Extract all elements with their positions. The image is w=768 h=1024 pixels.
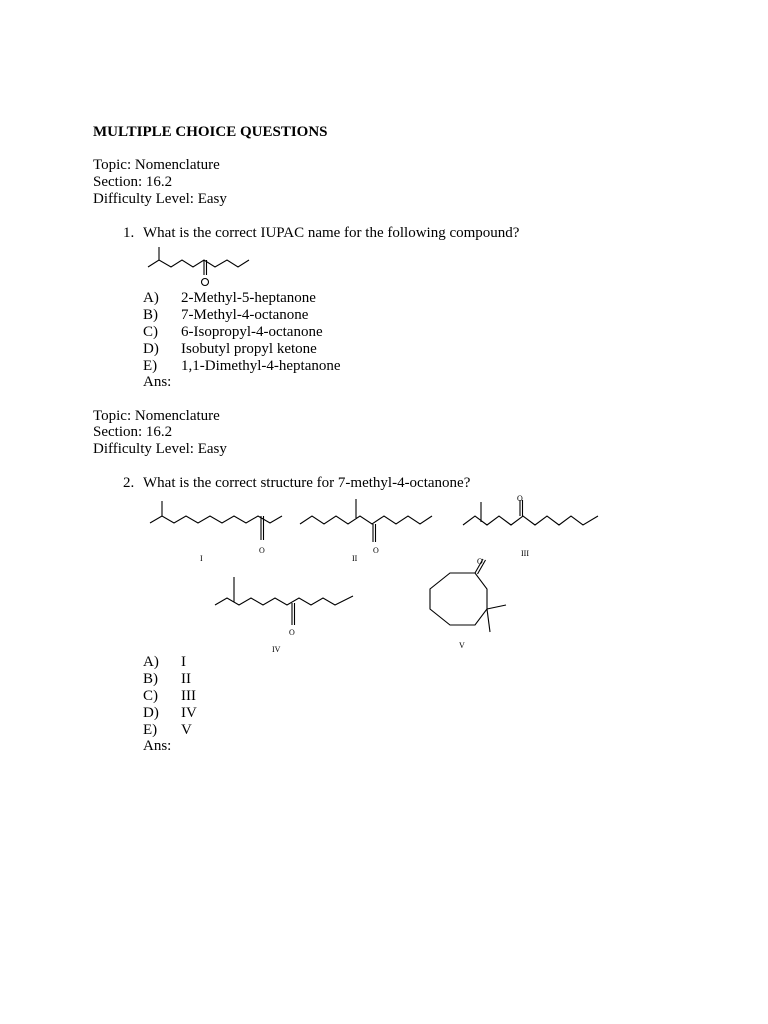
structure-i-oxygen: O <box>259 546 265 555</box>
q1-option-text-d: Isobutyl propyl ketone <box>181 341 317 357</box>
q1-text: What is the correct IUPAC name for the following compound? <box>143 225 520 241</box>
q1-section: Section: 16.2 <box>93 174 173 190</box>
q2-option-letter-d: D) <box>143 705 159 721</box>
q2-option-letter-c: C) <box>143 688 158 704</box>
q1-answer-label: Ans: <box>143 374 172 390</box>
q1-option-letter-b: B) <box>143 307 158 323</box>
q2-section: Section: 16.2 <box>93 424 173 440</box>
q2-option-letter-e: E) <box>143 722 158 738</box>
q2-option-text-e: V <box>181 722 192 738</box>
q1-option-text-b: 7-Methyl-4-octanone <box>181 307 309 323</box>
q1-number: 1. <box>123 225 135 241</box>
q1-option-letter-d: D) <box>143 341 159 357</box>
page-heading: MULTIPLE CHOICE QUESTIONS <box>93 124 328 140</box>
structure-ii <box>295 492 445 554</box>
q2-text: What is the correct structure for 7-methyl-4-octanone? <box>143 475 471 491</box>
q1-structure <box>140 243 280 293</box>
q1-option-text-c: 6-Isopropyl-4-octanone <box>181 324 323 340</box>
structure-ii-oxygen: O <box>373 546 379 555</box>
structure-ii-label: II <box>352 554 358 563</box>
q1-difficulty: Difficulty Level: Easy <box>93 191 227 207</box>
q2-option-letter-a: A) <box>143 654 159 670</box>
structure-v-oxygen: O <box>477 557 483 566</box>
q2-topic: Topic: Nomenclature <box>93 408 220 424</box>
structure-v-label: V <box>459 641 465 650</box>
structure-v <box>420 555 520 635</box>
q1-option-letter-c: C) <box>143 324 158 340</box>
structure-iii-label: III <box>521 549 529 558</box>
q2-number: 2. <box>123 475 135 491</box>
structure-i <box>140 496 290 558</box>
q1-topic: Topic: Nomenclature <box>93 157 220 173</box>
structure-iii-oxygen: O <box>517 494 523 503</box>
structure-iv <box>210 570 360 630</box>
structure-i-label: I <box>200 554 203 563</box>
q2-difficulty: Difficulty Level: Easy <box>93 441 227 457</box>
q2-option-text-d: IV <box>181 705 197 721</box>
q1-option-letter-e: E) <box>143 358 158 374</box>
structure-iv-oxygen: O <box>289 628 295 637</box>
q2-option-text-b: II <box>181 671 191 687</box>
structure-iii <box>460 496 610 536</box>
q2-option-text-a: I <box>181 654 186 670</box>
q1-option-letter-a: A) <box>143 290 159 306</box>
q2-option-text-c: III <box>181 688 196 704</box>
q1-option-text-a: 2-Methyl-5-heptanone <box>181 290 316 306</box>
q2-answer-label: Ans: <box>143 738 172 754</box>
q2-option-letter-b: B) <box>143 671 158 687</box>
q1-option-text-e: 1,1-Dimethyl-4-heptanone <box>181 358 341 374</box>
structure-iv-label: IV <box>272 645 281 654</box>
